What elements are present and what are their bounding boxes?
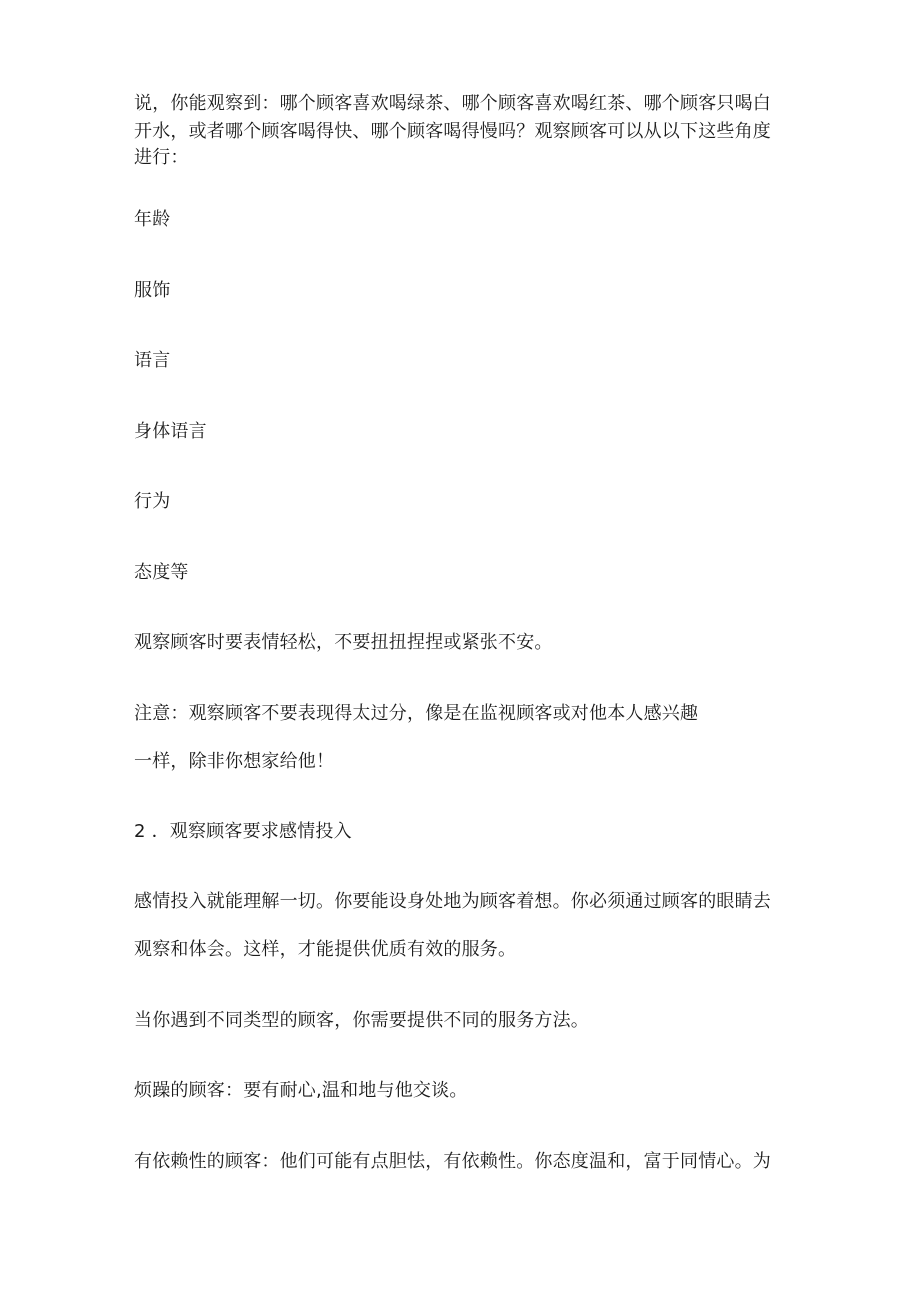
paragraph-line-3: 进行： [134,147,189,168]
paragraph-line-1: 说，你能观察到：哪个顾客喜欢喝绿茶、哪个顾客喜欢喝红茶、哪个顾客只喝白 [134,93,771,114]
note-line-1: 注意：观察顾客不要表现得太过分，像是在监视顾客或对他本人感兴趣 [134,703,699,724]
list-item-language: 语言 [134,350,171,371]
list-item-clothing: 服饰 [134,280,171,301]
paragraph-customer-types: 当你遇到不同类型的顾客，你需要提供不同的服务方法。 [134,1010,589,1031]
list-item-attitude: 态度等 [134,562,189,583]
paragraph-empathy-line-1: 感情投入就能理解一切。你要能设身处地为顾客着想。你必须通过顾客的眼睛去 [134,891,771,912]
paragraph-dependent-customer: 有依赖性的顾客：他们可能有点胆怯，有依赖性。你态度温和，富于同情心。为 [134,1151,771,1172]
list-item-behavior: 行为 [134,491,171,512]
paragraph-line-relaxed: 观察顾客时要表情轻松，不要扭扭捏捏或紧张不安。 [134,632,553,653]
paragraph-irritable-customer: 烦躁的顾客：要有耐心,温和地与他交谈。 [134,1080,468,1101]
paragraph-empathy-line-2: 观察和体会。这样，才能提供优质有效的服务。 [134,939,517,960]
section-heading: 2 ．观察顾客要求感情投入 [134,821,352,842]
note-line-2: 一样，除非你想家给他！ [134,751,335,772]
paragraph-line-2: 开水，或者哪个顾客喝得快、哪个顾客喝得慢吗？观察顾客可以从以下这些角度 [134,121,771,142]
list-item-body-language: 身体语言 [134,421,207,442]
list-item-age: 年龄 [134,209,171,230]
